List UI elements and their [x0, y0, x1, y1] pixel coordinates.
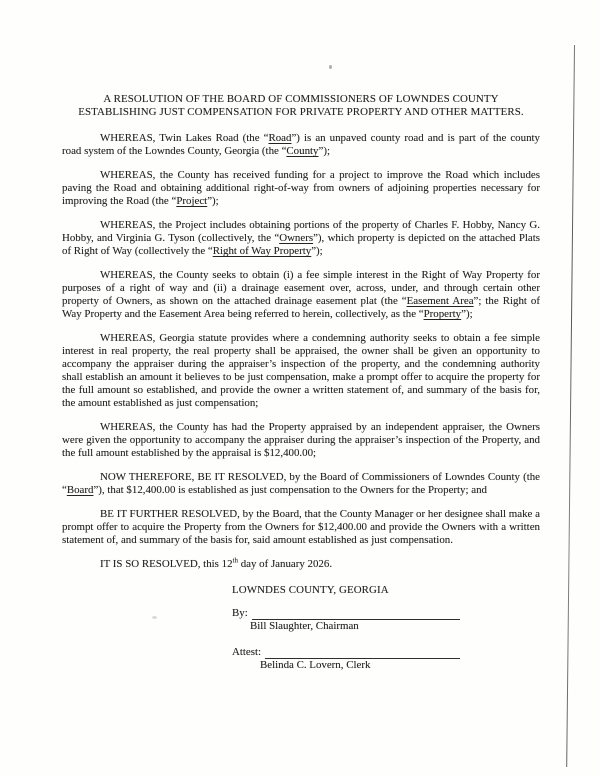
paragraph: IT IS SO RESOLVED, this 12th day of January 2026.	[100, 556, 333, 570]
paragraph: WHEREAS, Twin Lakes Road (the “Road”) is an unpaved county road and is part of the county road system of the Lowndes County, Georgia (the “County”);	[62, 132, 540, 157]
org-name: LOWNDES COUNTY, GEORGIA	[232, 584, 389, 596]
by-label: By:	[232, 607, 248, 619]
by-signature-line	[232, 607, 460, 620]
document-title	[62, 93, 540, 119]
scan-smudge	[152, 616, 157, 619]
attest-signature-line	[232, 646, 460, 659]
paragraph: NOW THEREFORE, BE IT RESOLVED, by the Board of Commissioners of Lowndes County (the “Board”), that $12,400.00 is established as just compensation to the Owners for the Property; and	[62, 471, 540, 496]
attest-signature-rule	[265, 647, 460, 659]
paragraph: WHEREAS, the County has had the Property appraised by an independent appraiser, the Owners were given the opportunity to accompany the appraiser during the appraiser’s inspection of the Property, and the full amount established by the appraisal is $12,400.00;	[62, 421, 540, 459]
scan-speck	[329, 65, 332, 69]
by-name: Bill Slaughter, Chairman	[250, 620, 359, 632]
by-signature-rule	[252, 608, 460, 620]
signature-block	[232, 584, 540, 672]
paragraph: WHEREAS, the County has received funding for a project to improve the Road which includes paving the Road and obtaining additional right-of-way from owners of adjoining properties necessary for improving the Road (the “Project”);	[62, 169, 540, 207]
title-line-2: ESTABLISHING JUST COMPENSATION FOR PRIVATE PROPERTY AND OTHER MATTERS.	[78, 106, 524, 118]
paragraph: WHEREAS, the County seeks to obtain (i) a fee simple interest in the Right of Way Property for purposes of a right of way and (ii) a drainage easement over, across, under, and through certain other property of Owners, as shown on the attached drainage easement plat (the “Easement Area”; the Right of Way Property and the Easement Area being referred to herein, collectively, as the “Property”);	[62, 269, 540, 320]
paragraph: WHEREAS, the Project includes obtaining portions of the property of Charles F. Hobby, Nancy G. Hobby, and Virginia G. Tyson (collectively, the “Owners”), which property is depicted on the attached Plats of Right of Way (collectively the “Right of Way Property”);	[62, 219, 541, 257]
attest-name: Belinda C. Lovern, Clerk	[260, 659, 371, 671]
body-paragraphs	[62, 132, 540, 571]
paragraph: WHEREAS, Georgia statute provides where a condemning authority seeks to obtain a fee simple interest in real property, the real property shall be appraised, the owner shall be given an opportunity to accompany the appraiser during the appraiser’s inspection of the property, and the condemning authority shall establish an amount it believes to be just compensation, make a prompt offer to acquire the property for the full amount so established, and provide the owner a written statement of, and summary of the basis for, the amount established as just compensation;	[62, 332, 540, 409]
paragraph: BE IT FURTHER RESOLVED, by the Board, that the County Manager or her designee shall make a prompt offer to acquire the Property from the Owners for $12,400.00 and provide the Owners with a written statement of, and summary of the basis for, said amount established as just compensation.	[62, 508, 540, 546]
title-line-1: A RESOLUTION OF THE BOARD OF COMMISSIONERS OF LOWNDES COUNTY	[103, 93, 499, 105]
attest-label: Attest:	[232, 646, 262, 658]
